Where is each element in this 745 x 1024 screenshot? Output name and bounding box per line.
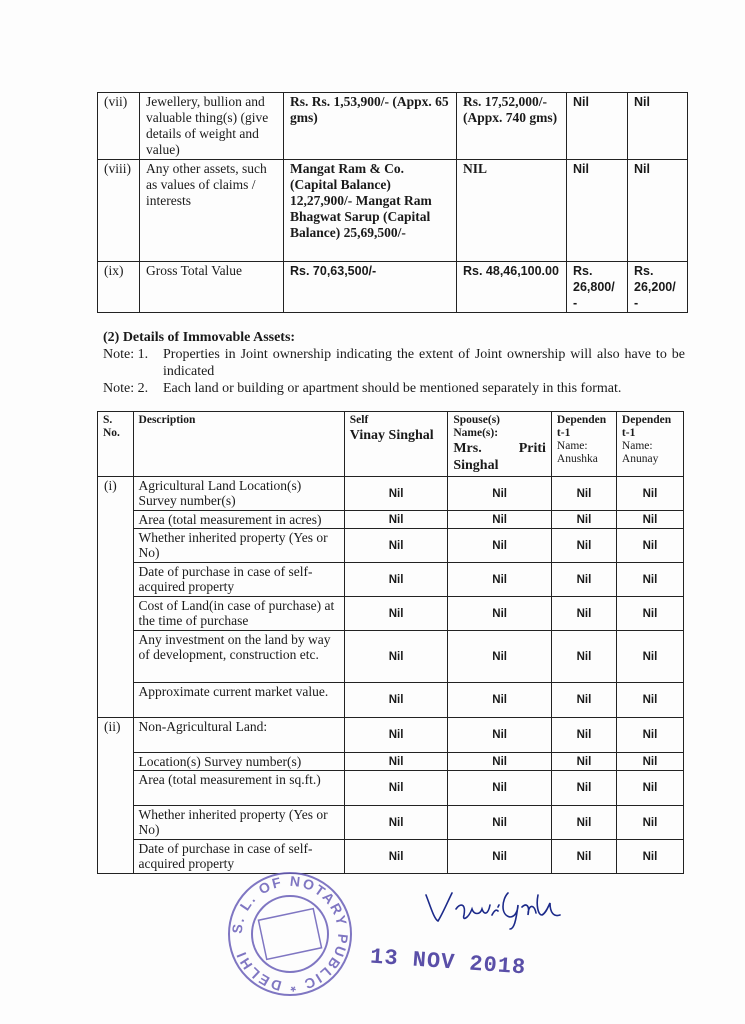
notary-stamp	[226, 870, 354, 998]
date-stamp: 13 NOV 2018	[369, 944, 527, 981]
movable-dependent2-value: Nil	[628, 160, 688, 262]
signature	[422, 885, 566, 931]
immovable-description: Area (total measurement in sq.ft.)	[133, 771, 344, 806]
immovable-row	[98, 597, 684, 631]
immovable-spouse-value: Nil	[448, 771, 552, 806]
header-dep2-name: Name: Anunay	[621, 440, 659, 465]
immovable-dependent2-value: Nil	[616, 771, 683, 806]
note-text: Properties in Joint ownership indicating the extent of Joint ownership will also have to be indicated	[163, 347, 685, 379]
immovable-dependent1-value: Nil	[551, 753, 616, 771]
note-text: Each land or building or apartment should be mentioned separately in this format.	[163, 381, 622, 396]
immovable-self-value: Nil	[344, 718, 448, 753]
movable-self-value: Rs. Rs. 1,53,900/- (Appx. 65 gms)	[284, 93, 457, 160]
immovable-dependent1-value: Nil	[551, 597, 616, 631]
immovable-sno: (i)	[98, 477, 134, 718]
immovable-dependent1-value: Nil	[551, 718, 616, 753]
movable-spouse-value: Rs. 17,52,000/- (Appx. 740 gms)	[457, 93, 567, 160]
header-self-name: Vinay Singhal	[349, 428, 434, 443]
immovable-self-value: Nil	[344, 771, 448, 806]
immovable-assets-table	[97, 411, 684, 874]
immovable-spouse-value: Nil	[448, 806, 552, 840]
immovable-dependent2-value: Nil	[616, 683, 683, 718]
immovable-description: Area (total measurement in acres)	[133, 511, 344, 529]
note-label: Note: 2.	[103, 381, 149, 396]
header-dependent-1	[551, 412, 616, 477]
header-dep1-name: Name: Anushka	[556, 440, 598, 465]
immovable-spouse-value: Nil	[448, 477, 552, 511]
immovable-spouse-value: Nil	[448, 753, 552, 771]
immovable-dependent2-value: Nil	[616, 840, 683, 874]
immovable-self-value: Nil	[344, 683, 448, 718]
immovable-description: Location(s) Survey number(s)	[133, 753, 344, 771]
movable-dependent1-value: Nil	[567, 93, 628, 160]
immovable-row	[98, 718, 684, 753]
movable-row	[98, 262, 688, 313]
immovable-row	[98, 529, 684, 563]
immovable-dependent1-value: Nil	[551, 631, 616, 683]
immovable-dependent1-value: Nil	[551, 840, 616, 874]
immovable-spouse-value: Nil	[448, 718, 552, 753]
movable-spouse-value: NIL	[457, 160, 567, 262]
immovable-dependent1-value: Nil	[551, 563, 616, 597]
immovable-dependent2-value: Nil	[616, 753, 683, 771]
movable-row	[98, 93, 688, 160]
movable-spouse-value: Rs. 48,46,100.00	[457, 262, 567, 313]
movable-sno: (viii)	[98, 160, 140, 262]
immovable-dependent1-value: Nil	[551, 529, 616, 563]
immovable-spouse-value: Nil	[448, 631, 552, 683]
immovable-description: Whether inherited property (Yes or No)	[133, 806, 344, 840]
immovable-row	[98, 840, 684, 874]
immovable-description: Any investment on the land by way of development, construction etc.	[133, 631, 344, 683]
movable-description: Jewellery, bullion and valuable thing(s) (give details of weight and value)	[140, 93, 284, 160]
header-spouse-label: Spouse(s) Name(s):	[453, 414, 500, 439]
immovable-description: Date of purchase in case of self-acquired property	[133, 563, 344, 597]
movable-row	[98, 160, 688, 262]
immovable-dependent1-value: Nil	[551, 511, 616, 529]
immovable-self-value: Nil	[344, 563, 448, 597]
header-row	[98, 412, 684, 477]
immovable-spouse-value: Nil	[448, 529, 552, 563]
note-label: Note: 1.	[103, 347, 149, 362]
immovable-dependent1-value: Nil	[551, 771, 616, 806]
immovable-sno: (ii)	[98, 718, 134, 874]
immovable-row	[98, 683, 684, 718]
movable-self-value: Mangat Ram & Co. (Capital Balance) 12,27,900/- Mangat Ram Bhagwat Sarup (Capital Balance) 25,69,500/-	[284, 160, 457, 262]
movable-assets-table	[97, 92, 688, 313]
immovable-description: Non-Agricultural Land:	[133, 718, 344, 753]
immovable-self-value: Nil	[344, 753, 448, 771]
immovable-dependent2-value: Nil	[616, 718, 683, 753]
header-spouse	[448, 412, 552, 477]
immovable-spouse-value: Nil	[448, 683, 552, 718]
immovable-self-value: Nil	[344, 631, 448, 683]
header-self	[344, 412, 448, 477]
movable-self-value: Rs. 70,63,500/-	[284, 262, 457, 313]
immovable-dependent2-value: Nil	[616, 529, 683, 563]
immovable-spouse-value: Nil	[448, 511, 552, 529]
movable-description: Any other assets, such as values of claims / interests	[140, 160, 284, 262]
immovable-row	[98, 563, 684, 597]
immovable-row	[98, 511, 684, 529]
immovable-self-value: Nil	[344, 806, 448, 840]
immovable-description: Whether inherited property (Yes or No)	[133, 529, 344, 563]
movable-dependent2-value: Rs. 26,200/ -	[628, 262, 688, 313]
header-dep1-label: Dependen t-1	[556, 414, 607, 439]
header-self-label: Self	[349, 414, 369, 426]
immovable-self-value: Nil	[344, 597, 448, 631]
immovable-spouse-value: Nil	[448, 597, 552, 631]
immovable-dependent1-value: Nil	[551, 477, 616, 511]
immovable-dependent2-value: Nil	[616, 597, 683, 631]
immovable-dependent1-value: Nil	[551, 683, 616, 718]
immovable-row	[98, 477, 684, 511]
immovable-dependent2-value: Nil	[616, 631, 683, 683]
immovable-self-value: Nil	[344, 840, 448, 874]
immovable-dependent2-value: Nil	[616, 511, 683, 529]
header-description: Description	[133, 412, 344, 477]
movable-sno: (vii)	[98, 93, 140, 160]
immovable-description: Cost of Land(in case of purchase) at the time of purchase	[133, 597, 344, 631]
immovable-dependent2-value: Nil	[616, 563, 683, 597]
immovable-row	[98, 631, 684, 683]
immovable-description: Approximate current market value.	[133, 683, 344, 718]
immovable-row	[98, 806, 684, 840]
svg-text:S. L. OF NOTARY PUBLIC * DELHI	[229, 873, 352, 995]
movable-dependent1-value: Rs. 26,800/ -	[567, 262, 628, 313]
header-dependent-2	[616, 412, 683, 477]
section-title: (2) Details of Immovable Assets:	[103, 330, 296, 345]
immovable-description: Date of purchase in case of self-acquired property	[133, 840, 344, 874]
immovable-row	[98, 771, 684, 806]
header-spouse-name: Mrs. Priti Singhal	[453, 441, 546, 473]
stamp-text: S. L. OF NOTARY PUBLIC * DELHI	[228, 872, 352, 996]
immovable-spouse-value: Nil	[448, 563, 552, 597]
movable-description: Gross Total Value	[140, 262, 284, 313]
movable-dependent2-value: Nil	[628, 93, 688, 160]
immovable-description: Agricultural Land Location(s) Survey number(s)	[133, 477, 344, 511]
immovable-dependent2-value: Nil	[616, 477, 683, 511]
immovable-spouse-value: Nil	[448, 840, 552, 874]
header-sno: S. No.	[98, 412, 134, 477]
header-dep2-label: Dependen t-1	[621, 414, 672, 439]
immovable-self-value: Nil	[344, 529, 448, 563]
immovable-dependent2-value: Nil	[616, 806, 683, 840]
immovable-row	[98, 753, 684, 771]
immovable-dependent1-value: Nil	[551, 806, 616, 840]
immovable-self-value: Nil	[344, 511, 448, 529]
movable-sno: (ix)	[98, 262, 140, 313]
immovable-self-value: Nil	[344, 477, 448, 511]
movable-dependent1-value: Nil	[567, 160, 628, 262]
